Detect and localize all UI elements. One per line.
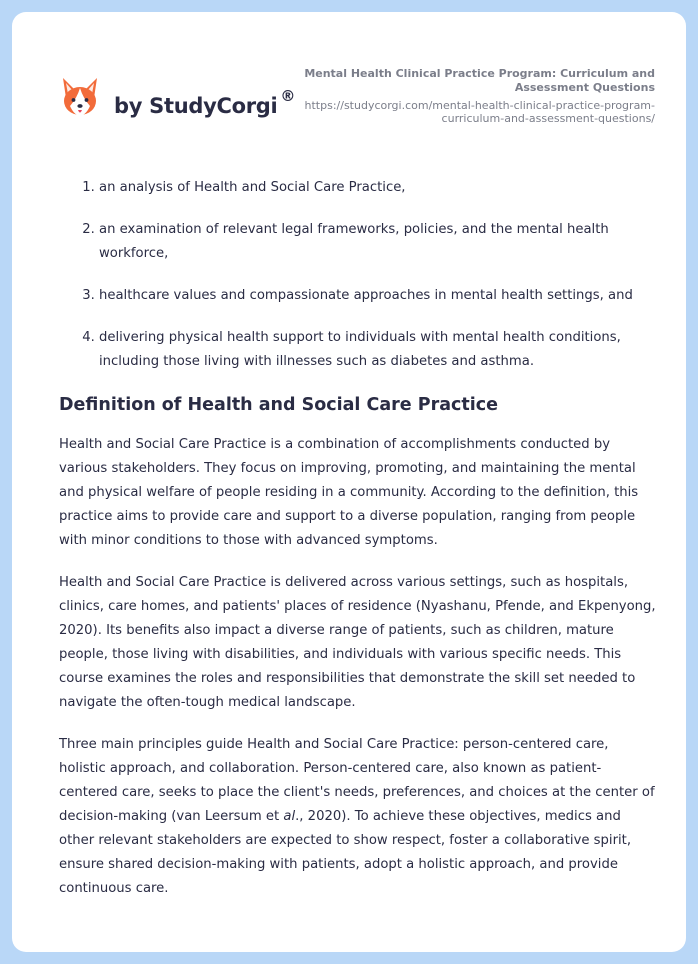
list-item: 1. an analysis of Health and Social Care Practice, bbox=[99, 176, 659, 200]
paragraph: Health and Social Care Practice is a combination of accomplishments conducted by various stakeholders. They focus on improving, promoting, and maintaining the mental and physical welfare of people residing in a community. According to the definition, this practice aims to provide care and support to a diverse population, ranging from people with minor conditions to those with advanced symptoms. bbox=[59, 437, 639, 548]
citation-italic: al bbox=[283, 809, 296, 824]
paragraph bbox=[59, 733, 659, 901]
course-topics-list bbox=[59, 176, 659, 374]
corgi-head-icon bbox=[60, 76, 100, 120]
section-heading: Definition of Health and Social Care Practice bbox=[59, 395, 499, 415]
brand-name bbox=[114, 87, 296, 118]
paragraph: Health and Social Care Practice is delivered across various settings, such as hospitals, clinics, care homes, and patients' places of residence (Nyashanu, Pfende, and Ekpenyong, 2020). Its benefits also impact a diverse range of patients, such as children, mature people, those living with disabilities, and individuals with various specific needs. This course examines the roles and responsibilities that demonstrate the skill set needed to navigate the often-tough medical landscape. bbox=[59, 575, 656, 710]
studycorgi-logo[interactable] bbox=[60, 76, 320, 126]
registered-mark: ® bbox=[280, 87, 296, 105]
paragraph-text: ., 2020). To achieve these objectives, medics and other relevant stakeholders are expected to show respect, foster a collaborative spirit, ensure shared decision-making with patients, adopt a holistic approach, and provide continuous care. bbox=[59, 809, 632, 896]
document-meta bbox=[295, 67, 655, 125]
list-item: 4. delivering physical health support to individuals with mental health conditions, including those living with illnesses such as diabetes and asthma. bbox=[99, 326, 659, 374]
document-url[interactable]: https://studycorgi.com/mental-health-clinical-practice-program-curriculum-and-assessment-questions/ bbox=[304, 99, 655, 125]
document-page bbox=[12, 12, 686, 952]
page-header bbox=[12, 12, 686, 152]
paragraph-text: Three main principles guide Health and Social Care Practice: person-centered care, holistic approach, and collaboration. Person-centered care, also known as patient-centered care, seeks to place the client's needs, preferences, and choices at the center of decision-making (van Leersum et bbox=[59, 737, 655, 824]
list-item: 3. healthcare values and compassionate approaches in mental health settings, and bbox=[99, 284, 659, 308]
document-title: Mental Health Clinical Practice Program: Curriculum and Assessment Questions bbox=[304, 67, 655, 94]
brand-text: by StudyCorgi bbox=[114, 94, 278, 118]
list-item: 2. an examination of relevant legal frameworks, policies, and the mental health workforce, bbox=[99, 218, 659, 266]
document-content bbox=[59, 176, 659, 919]
